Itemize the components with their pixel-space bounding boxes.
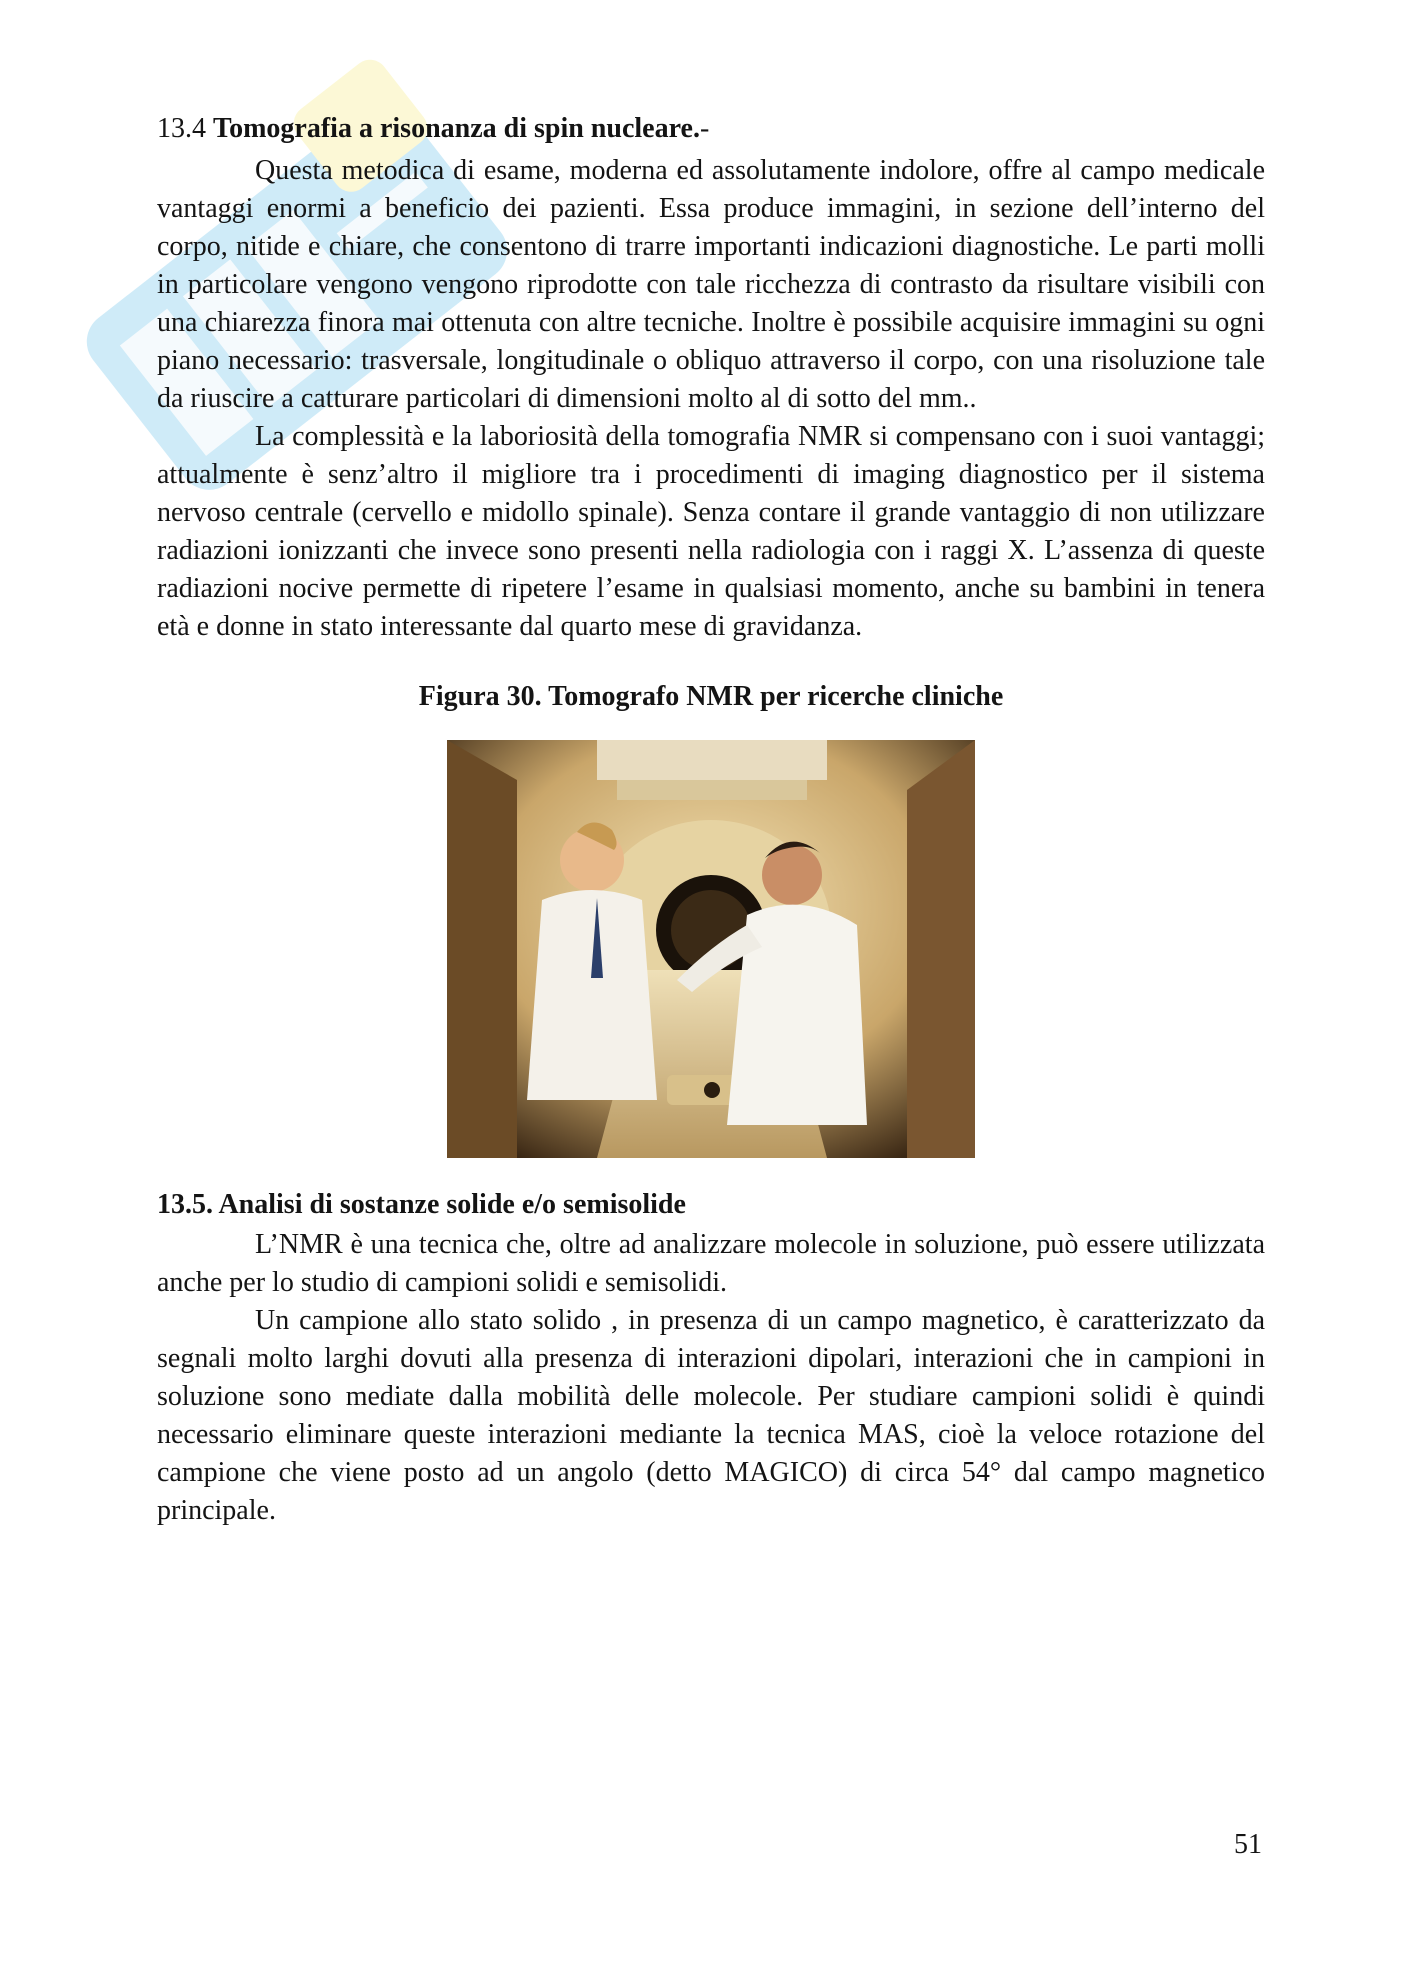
paragraph-1: Questa metodica di esame, moderna ed assolutamente indolore, offre al campo medicale vantaggi enormi a beneficio dei pazienti. Essa produce immagini, in sezione dell’interno del corpo, nitide e chiare, che consentono di trarre importanti indicazioni diagnostiche. Le parti molli in particolare vengono vengono riprodotte con tale ricchezza di contrasto da risultare visibili con una chiarezza finora mai ottenuta con altre tecniche. Inoltre è possibile acquisire immagini su ogni piano necessario: trasversale, longitudinale o obliquo attraverso il corpo, con una risoluzione tale da riuscire a catturare particolari di dimensioni molto al di sotto del mm.. (157, 155, 1265, 414)
section-title: Tomografia a risonanza di spin nucleare. (213, 113, 700, 144)
paragraph-2: La complessità e la laboriosità della tomografia NMR si compensano con i suoi vantaggi; attualmente è senz’altro il migliore tra i procedimenti di imaging diagnostico per il sistema nervoso centrale (cervello e midollo spinale). Senza contare il grande vantaggio di non utilizzare radiazioni ionizzanti che invece sono presenti nella radiologia con i raggi X. L’assenza di queste radiazioni nocive permette di ripetere l’esame in qualsiasi momento, anche su bambini in tenera età e donne in stato interessante dal quarto mese di gravidanza. (157, 421, 1265, 642)
section-13-4-heading (157, 112, 1265, 146)
paragraph-4: Un campione allo stato solido , in presenza di un campo magnetico, è caratterizzato da segnali molto larghi dovuti alla presenza di interazioni dipolari, interazioni che in campioni in soluzione sono mediate dalla mobilità delle molecole. Per studiare campioni solidi è quindi necessario eliminare queste interazioni mediante la tecnica MAS, cioè la veloce rotazione del campione che viene posto ad un angolo (detto MAGICO) di circa 54° dal campo magnetico principale. (157, 1305, 1265, 1526)
page-content (157, 112, 1265, 1530)
page-number: 51 (1234, 1829, 1262, 1860)
paragraph-3: L’NMR è una tecnica che, oltre ad analizzare molecole in soluzione, può essere utilizzata anche per lo studio di campioni solidi e semisolidi. (157, 1229, 1265, 1298)
mri-scanner-photo (447, 740, 975, 1158)
section-number: 13.4 (157, 113, 206, 144)
section-13-5-heading: 13.5. Analisi di sostanze solide e/o semisolide (157, 1189, 686, 1220)
figure-caption: Figura 30. Tomografo NMR per ricerche cliniche (418, 681, 1004, 712)
section-title-suffix: - (699, 113, 710, 144)
